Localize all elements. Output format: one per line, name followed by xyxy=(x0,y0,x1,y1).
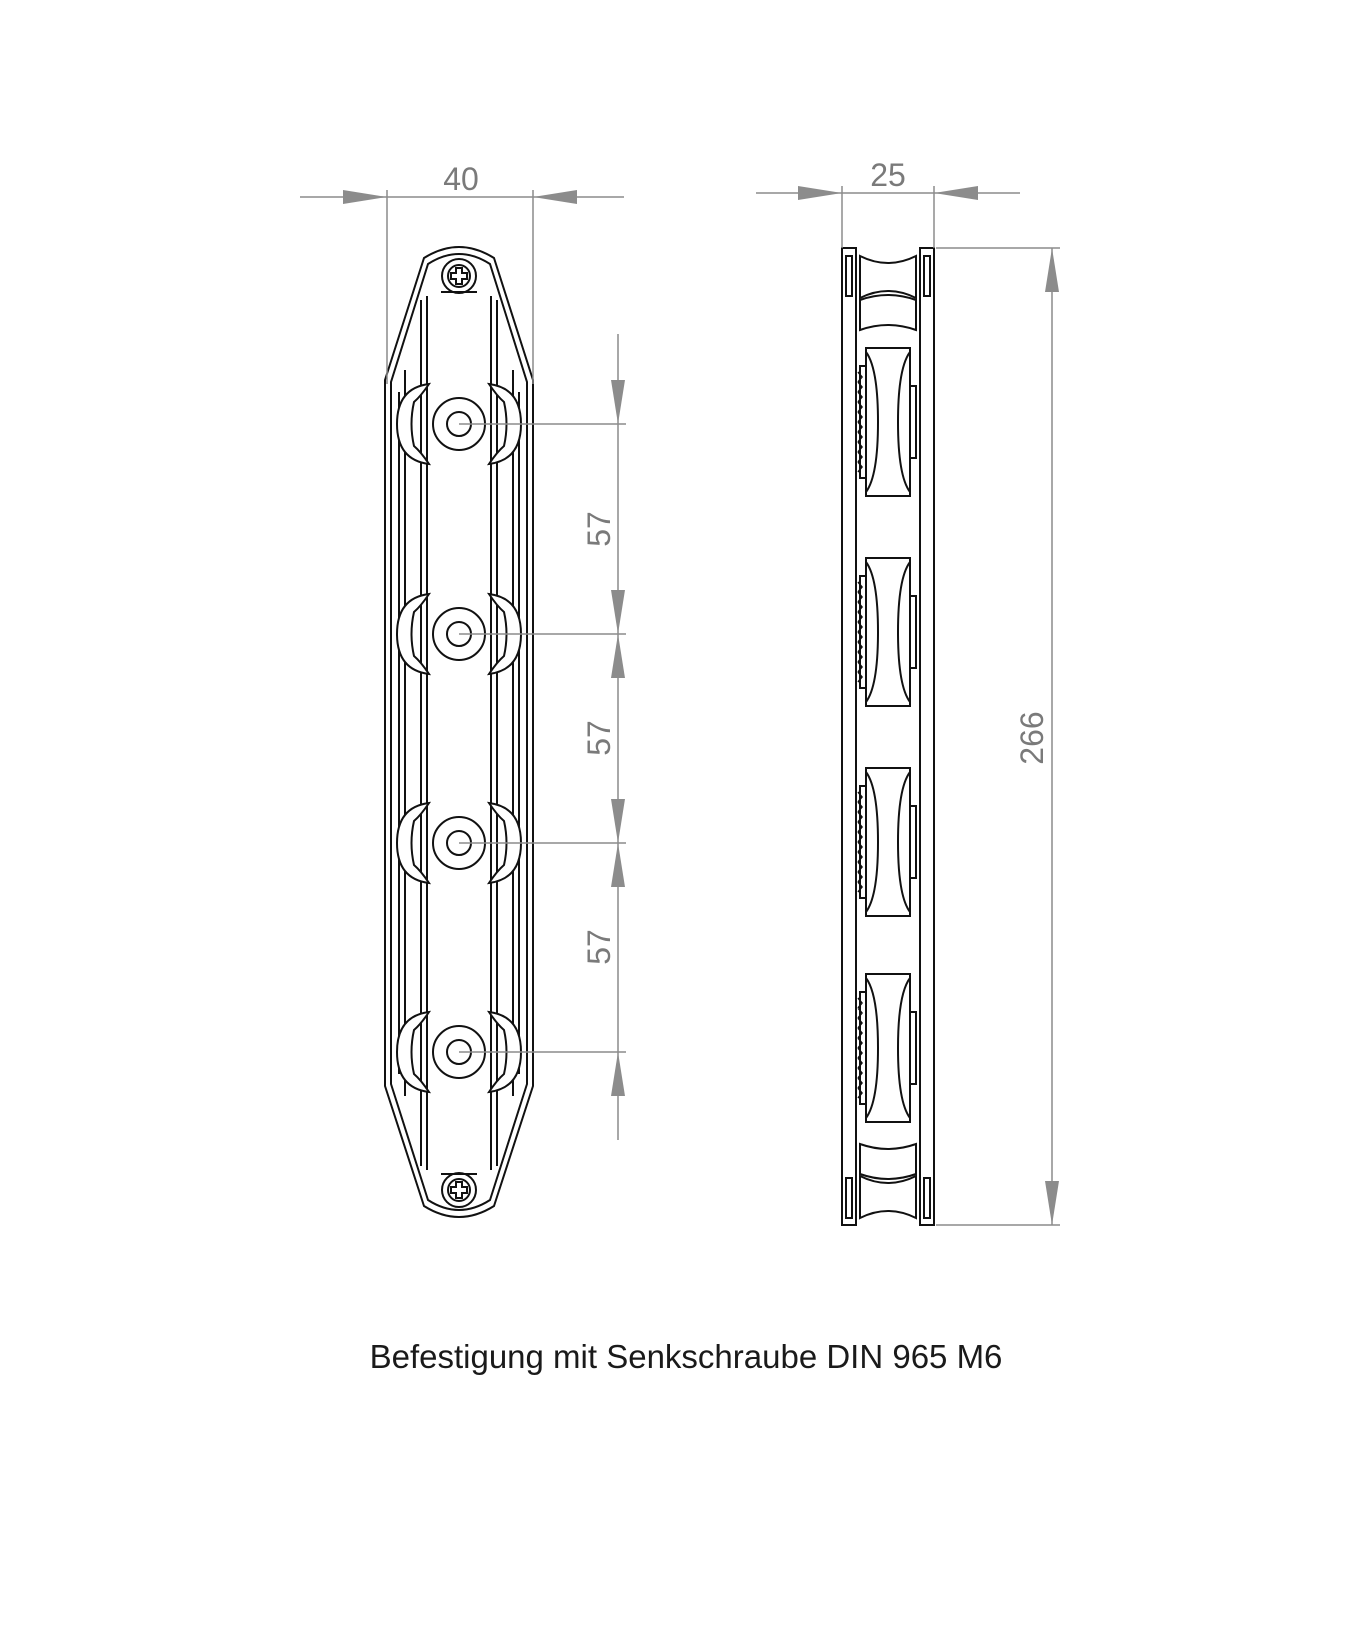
roller-part xyxy=(898,352,910,492)
roller-part xyxy=(910,806,916,878)
roller-part xyxy=(866,562,878,702)
side-width-dimension: 25 xyxy=(870,157,906,193)
roller-part xyxy=(866,352,878,492)
mounting-holes xyxy=(397,384,521,1092)
length-dimension: 266 xyxy=(1014,711,1050,765)
roller xyxy=(858,768,916,916)
roller-part xyxy=(860,366,866,478)
roller-part xyxy=(866,978,878,1118)
roller-part xyxy=(898,772,910,912)
top-screw-icon xyxy=(442,259,476,293)
side-view-rollers xyxy=(858,348,916,1122)
front-view-dimensions xyxy=(300,190,626,1140)
roller-part xyxy=(898,978,910,1118)
arc-slot-left xyxy=(397,594,429,674)
roller-part xyxy=(860,576,866,688)
arc-slot-left xyxy=(397,1012,429,1092)
roller-part xyxy=(860,786,866,898)
roller-part xyxy=(898,562,910,702)
roller-part xyxy=(866,772,878,912)
roller xyxy=(858,348,916,496)
spacing-dimension-2: 57 xyxy=(581,720,617,756)
arc-slot-left xyxy=(397,803,429,883)
roller-part xyxy=(910,386,916,458)
front-width-dimension: 40 xyxy=(443,161,479,197)
side-view xyxy=(842,248,934,1225)
spacing-dimension-1: 57 xyxy=(581,511,617,547)
roller-part xyxy=(860,992,866,1104)
arc-slot-left xyxy=(397,384,429,464)
roller xyxy=(858,558,916,706)
roller xyxy=(858,974,916,1122)
bottom-screw-icon xyxy=(442,1173,476,1207)
spacing-dimension-3: 57 xyxy=(581,929,617,965)
roller-part xyxy=(910,596,916,668)
roller-part xyxy=(910,1012,916,1084)
caption: Befestigung mit Senkschraube DIN 965 M6 xyxy=(369,1338,1003,1375)
